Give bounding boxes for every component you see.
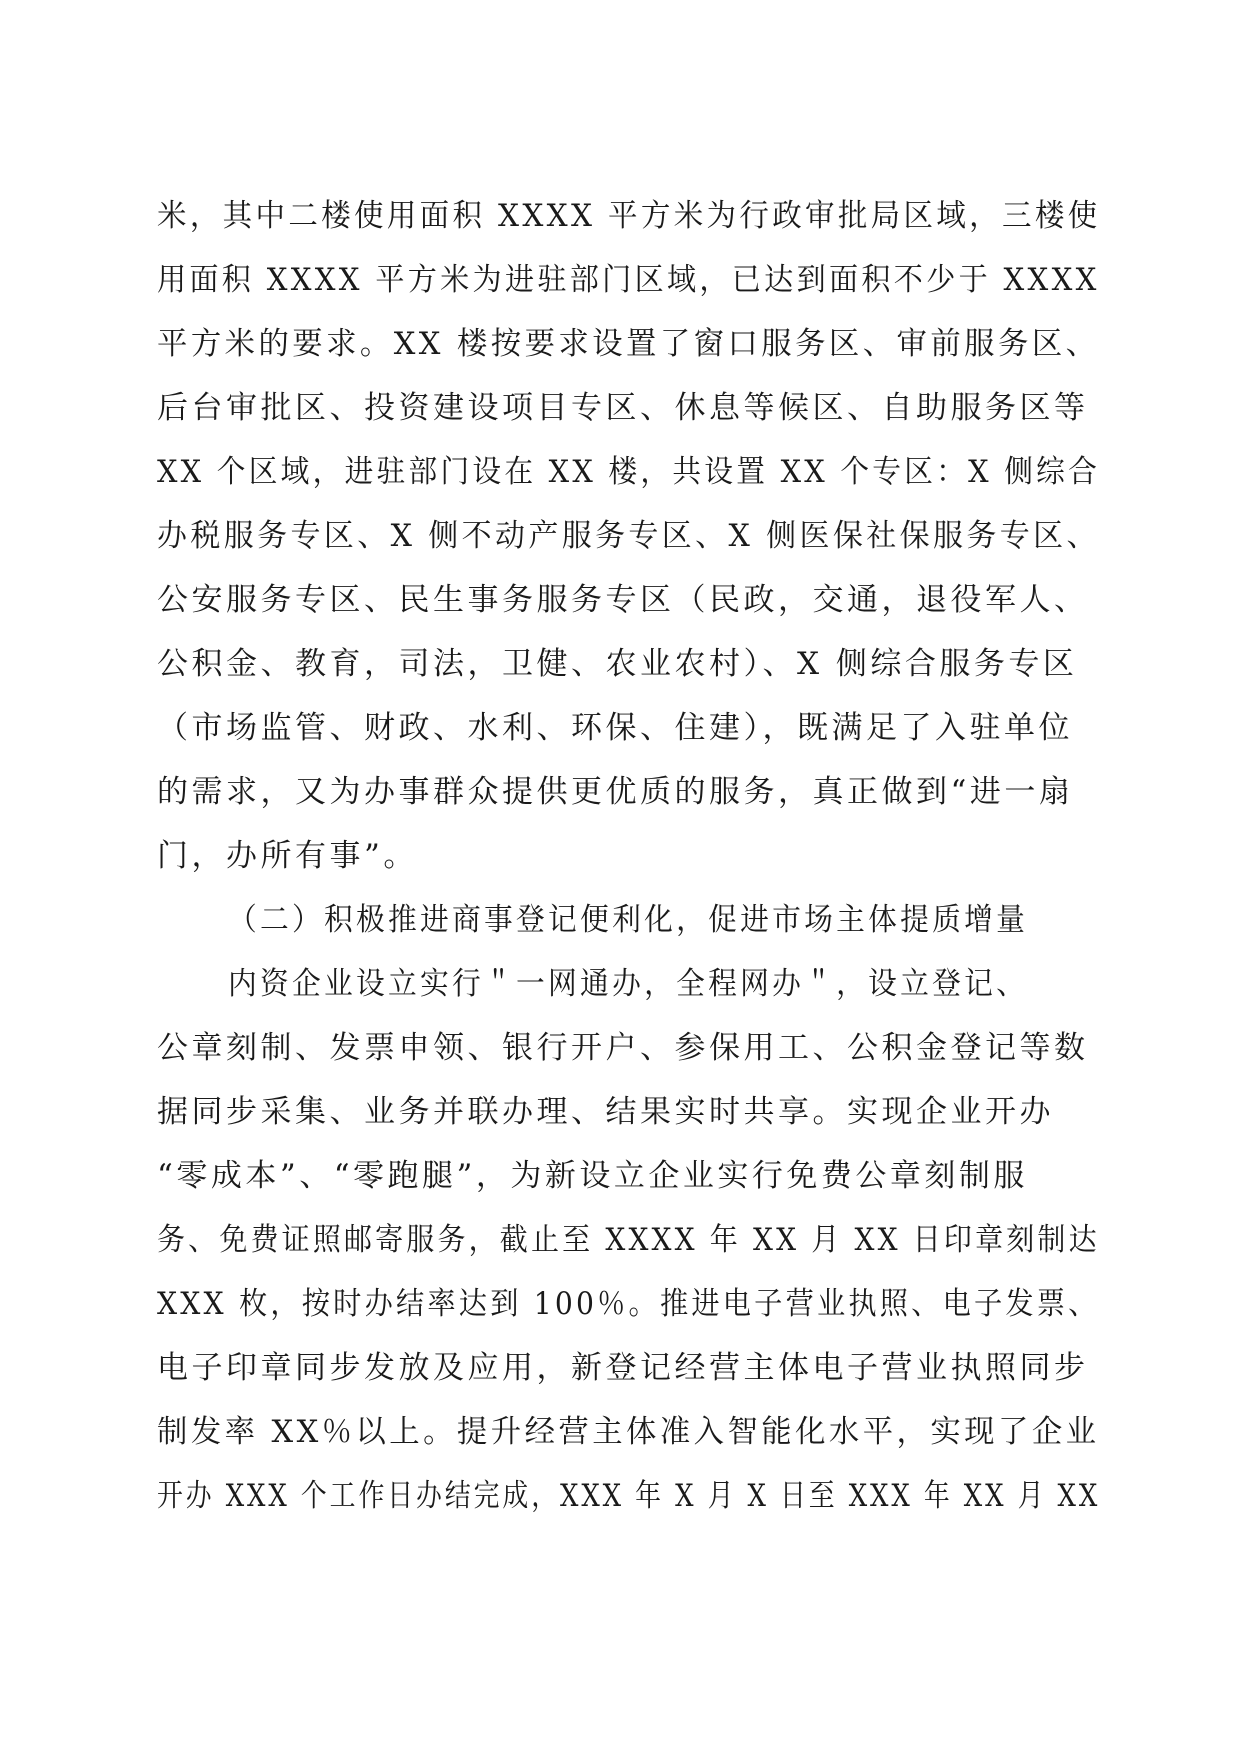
body-text-line: 制发率 XX％以上。提升经营主体准入智能化水平，实现了企业 xyxy=(157,1414,1100,1450)
body-text-line: 务、免费证照邮寄服务，截止至 XXXX 年 XX 月 XX 日印章刻制达 xyxy=(157,1222,1100,1258)
body-text-line: 的需求，又为办事群众提供更优质的服务，真正做到“进一扇 xyxy=(157,774,1074,810)
body-text-line: 电子印章同步发放及应用，新登记经营主体电子营业执照同步 xyxy=(157,1350,1089,1386)
body-text-line: 用面积 XXXX 平方米为进驻部门区域，已达到面积不少于 XXXX xyxy=(157,262,1100,298)
body-text-line: 办税服务专区、X 侧不动产服务专区、X 侧医保社保服务专区、 xyxy=(157,518,1100,554)
body-text-line: （市场监管、财政、水利、环保、住建），既满足了入驻单位 xyxy=(157,710,1073,746)
body-text-line: 内资企业设立实行＂一网通办，全程网办＂，设立登记、 xyxy=(228,966,1029,1002)
section-heading: （二）积极推进商事登记便利化，促进市场主体提质增量 xyxy=(228,902,1029,938)
body-text-line: 据同步采集、业务并联办理、结果实时共享。实现企业开办 xyxy=(157,1094,1054,1130)
body-text-line: 公积金、教育，司法，卫健、农业农村）、X 侧综合服务专区 xyxy=(157,646,1078,682)
body-text-line: XX 个区域，进驻部门设在 XX 楼，共设置 XX 个专区：X 侧综合 xyxy=(157,454,1101,490)
body-text-line: 公章刻制、发票申领、银行开户、参保用工、公积金登记等数 xyxy=(157,1030,1089,1066)
body-text-line: 米，其中二楼使用面积 XXXX 平方米为行政审批局区域，三楼使 xyxy=(157,198,1101,234)
body-text-line: XXX 枚，按时办结率达到 100％。推进电子营业执照、电子发票、 xyxy=(157,1286,1100,1322)
body-text-line: 后台审批区、投资建设项目专区、休息等候区、自助服务区等 xyxy=(157,390,1089,426)
body-text-line: 开办 XXX 个工作日办结完成，XXX 年 X 月 X 日至 XXX 年 XX 月 XX xyxy=(157,1478,1101,1514)
body-text-line: “零成本”、“零跑腿”，为新设立企业实行免费公章刻制服 xyxy=(157,1158,1028,1194)
body-text-line: 平方米的要求。XX 楼按要求设置了窗口服务区、审前服务区、 xyxy=(157,326,1100,362)
body-text-line: 门，办所有事”。 xyxy=(157,838,418,874)
body-text-line: 公安服务专区、民生事务服务专区（民政，交通，退役军人、 xyxy=(157,582,1089,618)
